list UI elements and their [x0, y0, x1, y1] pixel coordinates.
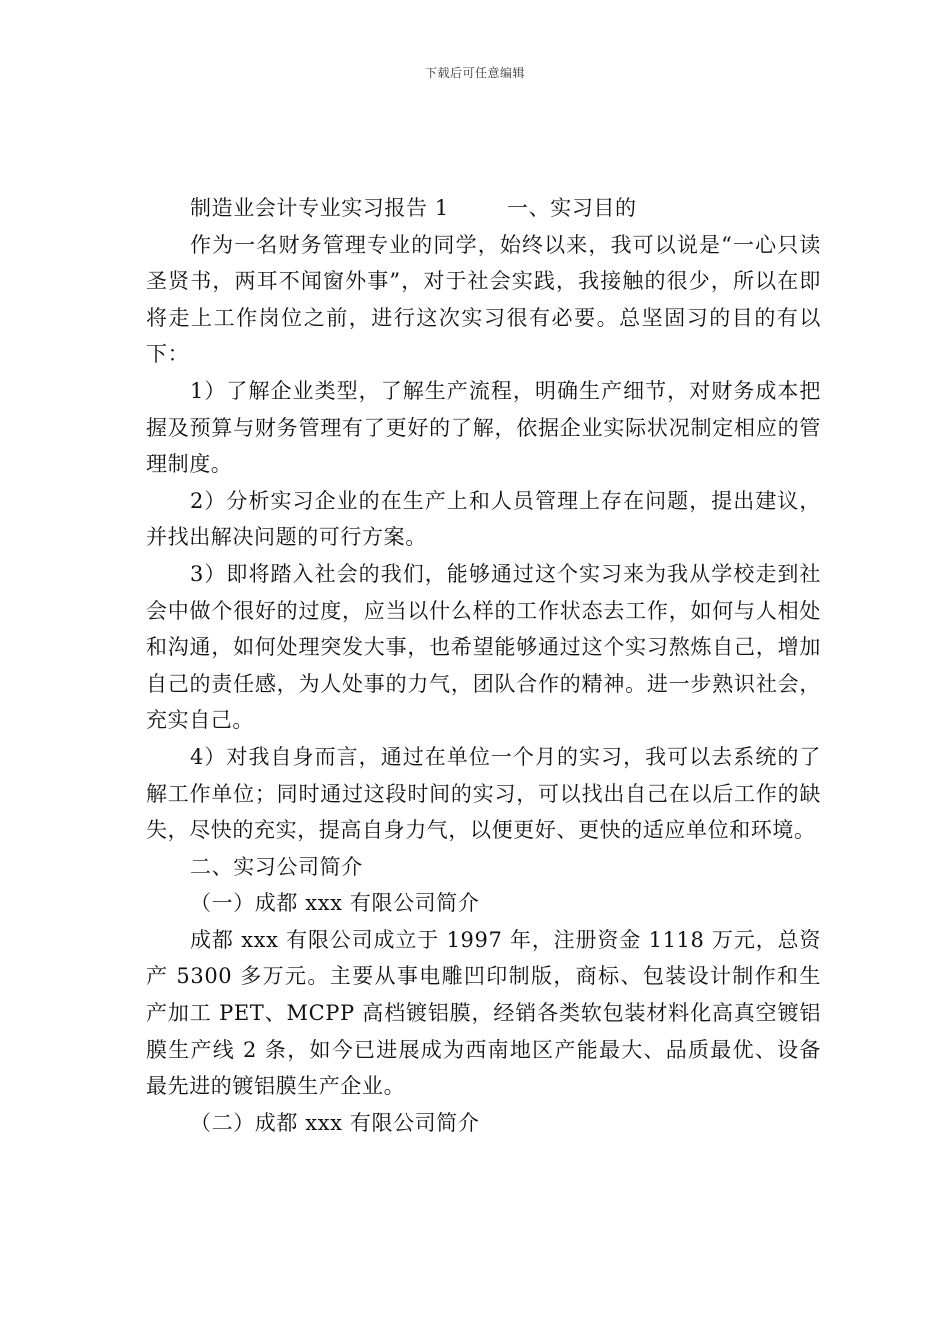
- subsection-2-heading: （二）成都 xxx 有限公司简介: [190, 1110, 480, 1135]
- subsection-1-heading: （一）成都 xxx 有限公司简介: [190, 891, 480, 916]
- purpose-item-2: 2）分析实习企业的在生产上和人员管理上存在问题，提出建议，并找出解决问题的可行方案。: [146, 488, 821, 550]
- document-body: [146, 190, 821, 1141]
- intro-paragraph: 作为一名财务管理专业的同学，始终以来，我可以说是“一心只读圣贤书，两耳不闻窗外事”，对于社会实践，我接触的很少，所以在即将走上工作岗位之前，进行这次实习很有必要。总坚固习的目的有以下：: [146, 232, 821, 367]
- document-title: 制造业会计专业实习报告 1 一、实习目的: [190, 196, 637, 220]
- purpose-item-1: 1）了解企业类型，了解生产流程，明确生产细节，对财务成本把握及预算与财务管理有了更好的了解，依据企业实际状况制定相应的管理制度。: [146, 378, 821, 477]
- page-header: 下载后可任意编辑: [424, 66, 525, 80]
- company-paragraph: 成都 xxx 有限公司成立于 1997 年，注册资金 1118 万元，总资产 5300 多万元。主要从事电雕凹印制版，商标、包装设计制作和生产加工 PET、MCPP 高档镀铝膜，经销各类软包装材料化高真空镀铝膜生产线 2 条，如今已进展成为西南地区产能最大、品质最优、设备最先进的镀铝膜生产企业。: [146, 927, 821, 1099]
- section-2-heading: 二、实习公司简介: [190, 854, 363, 879]
- purpose-item-4: 4）对我自身而言，通过在单位一个月的实习，我可以去系统的了解工作单位；同时通过这段时间的实习，可以找出自己在以后工作的缺失，尽快的充实，提高自身力气，以便更好、更快的适应单位和环境。: [146, 744, 821, 843]
- purpose-item-3: 3）即将踏入社会的我们，能够通过这个实习来为我从学校走到社会中做个很好的过度，应当以什么样的工作状态去工作，如何与人相处和沟通，如何处理突发大事，也希望能够通过这个实习熬炼自己，增加自己的责任感，为人处事的力气，团队合作的精神。进一步熟识社会，充实自己。: [146, 561, 821, 733]
